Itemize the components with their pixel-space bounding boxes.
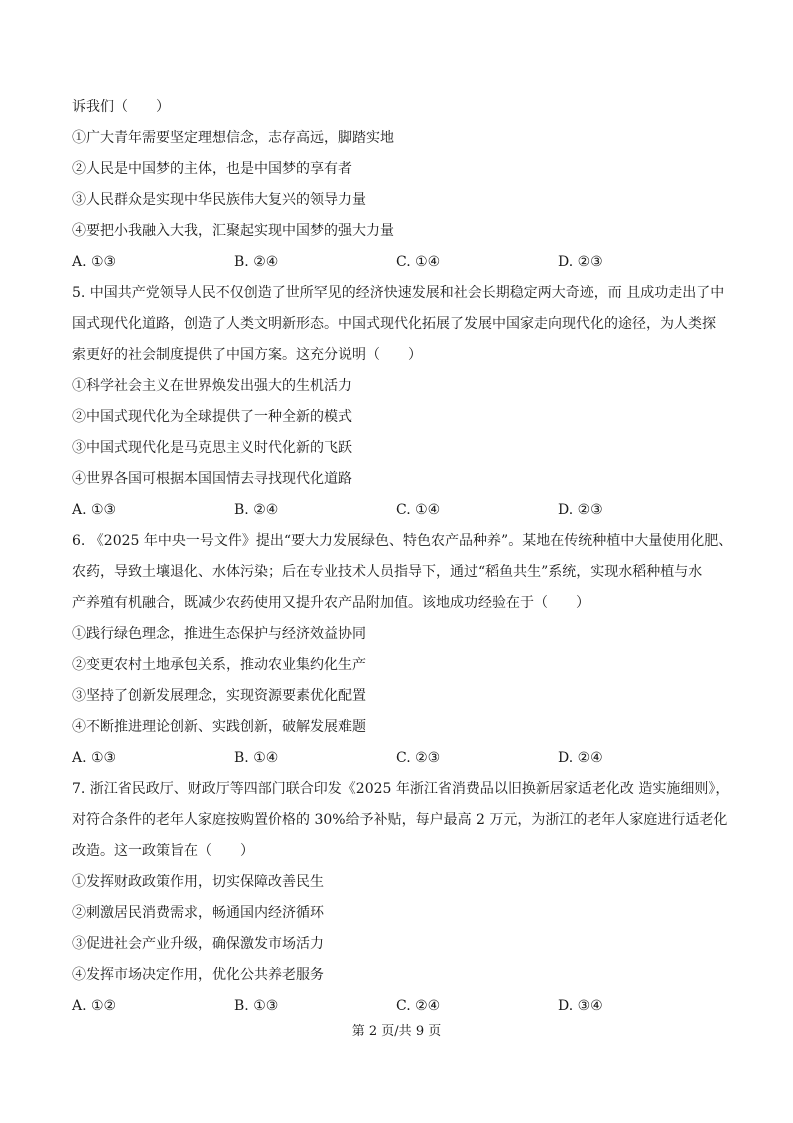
q6-option-d: D. ②④ xyxy=(558,750,603,766)
q5-stem-line-1: 5. 中国共产党领导人民不仅创造了世所罕见的经济快速发展和社会长期稳定两大奇迹，而 且成功走出了中 xyxy=(72,285,725,301)
q4-option-a: A. ①③ xyxy=(72,254,117,270)
q7-statement-4: ④发挥市场决定作用，优化公共养老服务 xyxy=(72,967,324,983)
q4-options xyxy=(72,247,732,278)
q4-statement-4: ④要把小我融入大我，汇聚起实现中国梦的强大力量 xyxy=(72,223,394,239)
q5-options xyxy=(72,495,732,526)
q6-statement-1: ①践行绿色理念，推进生态保护与经济效益协同 xyxy=(72,626,366,642)
q4-statement-2: ②人民是中国梦的主体，也是中国梦的享有者 xyxy=(72,161,352,177)
q4-option-b: B. ②④ xyxy=(234,254,279,270)
q5-option-c: C. ①④ xyxy=(396,502,441,518)
q7-option-c: C. ②④ xyxy=(396,998,441,1014)
q6-stem-line-3: 产养殖有机融合，既减少农药使用又提升农产品附加值。该地成功经验在于（ ） xyxy=(72,595,590,611)
q7-statement-1: ①发挥财政政策作用，切实保障改善民生 xyxy=(72,874,324,890)
q7-statement-2: ②刺激居民消费需求，畅通国内经济循环 xyxy=(72,905,324,921)
q6-option-b: B. ①④ xyxy=(234,750,279,766)
q5-stem-line-2: 国式现代化道路，创造了人类文明新形态。中国式现代化拓展了发展中国家走向现代化的途径，为人类探 xyxy=(72,316,716,332)
q6-statement-4: ④不断推进理论创新、实践创新，破解发展难题 xyxy=(72,719,366,735)
q5-stem-line-3: 索更好的社会制度提供了中国方案。这充分说明（ ） xyxy=(72,347,422,363)
q7-option-b: B. ①③ xyxy=(234,998,279,1014)
q7-stem-line-2: 对符合条件的老年人家庭按购置价格的 30%给予补贴，每户最高 2 万元，为浙江的老年人家庭进行适老化 xyxy=(72,812,728,828)
q4-statement-1: ①广大青年需要坚定理想信念，志存高远，脚踏实地 xyxy=(72,130,394,146)
q5-option-a: A. ①③ xyxy=(72,502,117,518)
q5-statement-3: ③中国式现代化是马克思主义时代化新的飞跃 xyxy=(72,440,352,456)
q4-option-d: D. ②③ xyxy=(558,254,603,270)
q6-options xyxy=(72,743,732,774)
q6-option-c: C. ②③ xyxy=(396,750,441,766)
q4-stem-tail: 诉我们（ ） xyxy=(72,99,170,115)
q6-statement-3: ③坚持了创新发展理念，实现资源要素优化配置 xyxy=(72,688,366,704)
q5-statement-2: ②中国式现代化为全球提供了一种全新的模式 xyxy=(72,409,352,425)
q5-option-b: B. ②④ xyxy=(234,502,279,518)
q7-stem-line-3: 改造。这一政策旨在（ ） xyxy=(72,843,254,859)
q7-option-a: A. ①② xyxy=(72,998,117,1014)
q6-option-a: A. ①③ xyxy=(72,750,117,766)
q7-stem-line-1: 7. 浙江省民政厅、财政厅等四部门联合印发《2025 年浙江省消费品以旧换新居家适老化改 造实施细则》， xyxy=(72,781,730,797)
q7-options xyxy=(72,991,732,1022)
q5-option-d: D. ②③ xyxy=(558,502,603,518)
q6-statement-2: ②变更农村土地承包关系，推动农业集约化生产 xyxy=(72,657,366,673)
q4-option-c: C. ①④ xyxy=(396,254,441,270)
page-number: 第 2 页/共 9 页 xyxy=(351,1024,442,1039)
q7-statement-3: ③促进社会产业升级，确保激发市场活力 xyxy=(72,936,324,952)
q5-statement-4: ④世界各国可根据本国国情去寻找现代化道路 xyxy=(72,471,352,487)
document-page xyxy=(72,92,732,1022)
q6-stem-line-2: 农药，导致土壤退化、水体污染；后在专业技术人员指导下，通过“稻鱼共生”系统，实现水稻种植与水 xyxy=(72,564,703,580)
q7-option-d: D. ③④ xyxy=(558,998,603,1014)
q6-stem-line-1: 6. 《2025 年中央一号文件》提出“要大力发展绿色、特色农产品种养”。某地在传统种植中大量使用化肥、 xyxy=(72,533,733,549)
q4-statement-3: ③人民群众是实现中华民族伟大复兴的领导力量 xyxy=(72,192,366,208)
q5-statement-1: ①科学社会主义在世界焕发出强大的生机活力 xyxy=(72,378,352,394)
